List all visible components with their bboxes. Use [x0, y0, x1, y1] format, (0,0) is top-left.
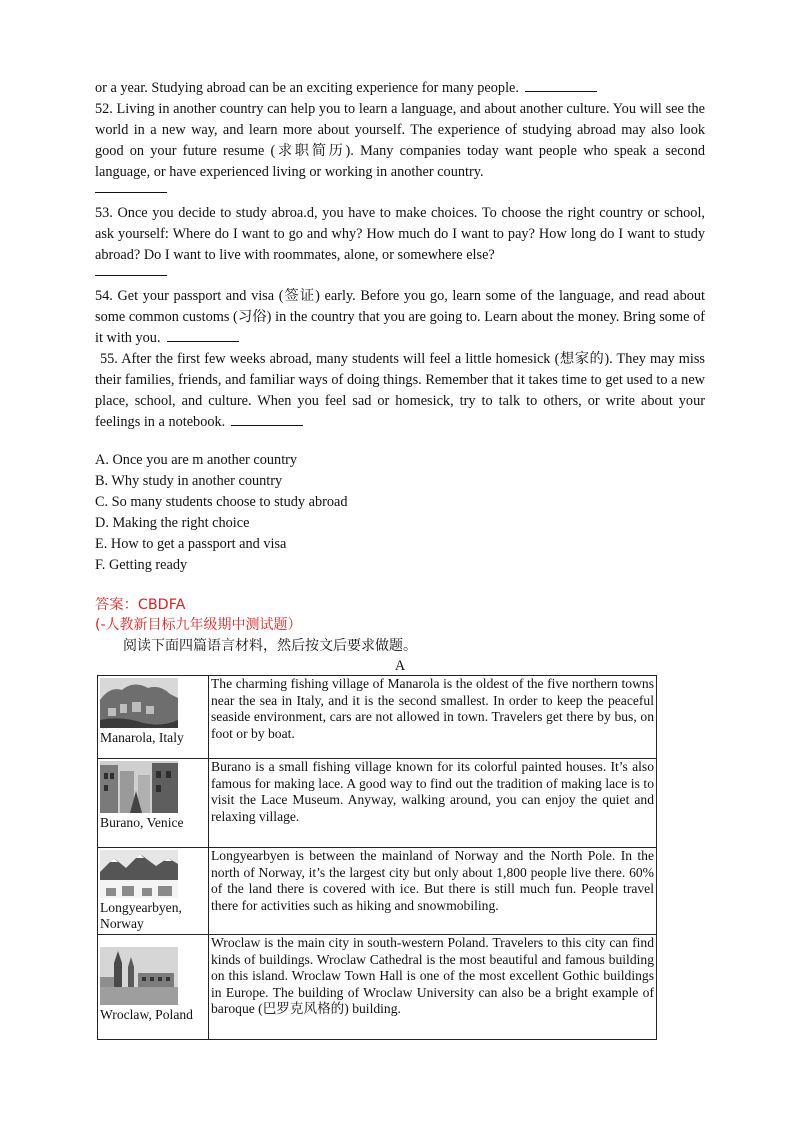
answer-key: 答案：CBDFA: [95, 597, 186, 613]
answer-blank-55[interactable]: [231, 413, 303, 426]
place-caption: Longyearbyen, Norway: [100, 900, 182, 931]
wroclaw-photo-icon: [100, 947, 178, 1005]
option-b: B. Why study in another country: [95, 473, 283, 489]
table-row: [98, 759, 657, 848]
image-cell: [98, 676, 209, 759]
source-note: (-人教新目标九年级期中测试题）: [95, 617, 302, 633]
paragraph-53: 53. Once you decide to study abroa.d, you have to make choices. To choose the right country or school, ask yourself: Where do I want to go and why? How much do I want to pay? How long do I want to study abroad? Do I want to live with roommates, alone, or somewhere else?: [95, 205, 705, 263]
option-c: C. So many students choose to study abroad: [95, 494, 348, 510]
answer-blank-53[interactable]: [95, 266, 167, 276]
longyearbyen-photo-icon: [100, 850, 178, 898]
paragraph-52: 52. Living in another country can help you to learn a language, and about another culture. You will see the world in a new way, and learn more about yourself. The experience of studying abroad may also look good on your future resume (求职简历). Many companies today want people who speak a second language, or have experienced living or working in another country.: [95, 101, 705, 180]
paragraph-55-text: 55. After the first few weeks abroad, many students will feel a little homesick (想家的). They may miss their families, friends, and familiar ways of doing things. Remember that it takes time to get used to a new place, school, and culture. When you feel sad or homesick, try to talk to others, or write about your feelings in a notebook.: [95, 351, 705, 430]
manarola-photo-icon: [100, 678, 178, 728]
options-list: [95, 450, 705, 576]
option-a: A. Once you are m another country: [95, 452, 298, 468]
image-cell: [98, 848, 209, 935]
place-description: Wroclaw is the main city in south-western Poland. Travelers to this city can find kinds of buildings. Wroclaw Cathedral is the most beautiful and famous building on this island. Wroclaw Town Hall is one of the most excellent Gothic buildings in Europe. The building of Wroclaw University can also be a bright example of baroque (巴罗克风格的) building.: [209, 935, 657, 1040]
table-row: [98, 935, 657, 1040]
section-label: A: [394, 658, 406, 674]
paragraph-51-text: or a year. Studying abroad can be an exciting experience for many people.: [95, 80, 519, 96]
places-table: [97, 675, 657, 1040]
table-row: [98, 676, 657, 759]
paragraph-55: [95, 349, 705, 433]
burano-photo-icon: [100, 761, 178, 813]
option-d: D. Making the right choice: [95, 515, 250, 531]
option-e: E. How to get a passport and visa: [95, 536, 287, 552]
place-description: Burano is a small fishing village known for its colorful painted houses. It’s also famous for making lace. A good way to find out the tradition of making lace is to visit the Lace Museum. Anyway, walking around, you can enjoy the quiet and relaxing village.: [209, 759, 657, 848]
image-cell: [98, 759, 209, 848]
paragraph-54: [95, 286, 705, 349]
answer-blank-54[interactable]: [167, 329, 239, 342]
place-caption: Wroclaw, Poland: [100, 1007, 193, 1022]
answer-blank-51[interactable]: [525, 79, 597, 92]
place-caption: Burano, Venice: [100, 815, 184, 830]
paragraph-51-tail: [95, 78, 705, 99]
option-f: F. Getting ready: [95, 557, 188, 573]
place-description: Longyearbyen is between the mainland of Norway and the North Pole. In the north of Norway, it’s the largest city but only about 1,800 people live there. 60% of the land there is covered with ice. But there is still much fun. People travel there for activities such as hiking and snowmobiling.: [209, 848, 657, 935]
image-cell: [98, 935, 209, 1040]
place-description: The charming fishing village of Manarola is the oldest of the five northern towns near the sea in Italy, and it is the second smallest. In order to keep the peaceful seaside environment, cars are not allowed in town. Travelers get there by bus, on foot or by boat.: [209, 676, 657, 759]
table-row: [98, 848, 657, 935]
paragraph-54-text: 54. Get your passport and visa (签证) early. Before you go, learn some of the language, and read about some common customs (习俗) in the country that you are going to. Learn about the money. Bring some of it with you.: [95, 288, 705, 346]
place-caption: Manarola, Italy: [100, 730, 184, 745]
document-page: [95, 78, 705, 1040]
answer-blank-52[interactable]: [95, 183, 167, 193]
instruction-text: 阅读下面四篇语言材料，然后按文后要求做题。: [123, 638, 417, 654]
